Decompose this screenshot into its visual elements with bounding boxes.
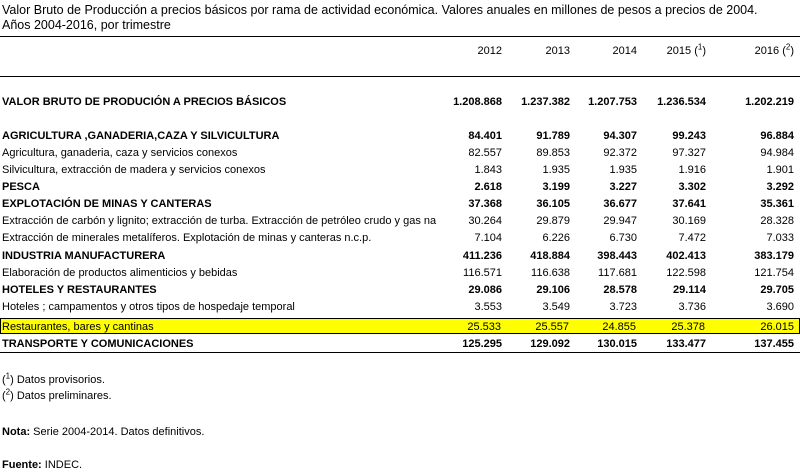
row-value: 29.086	[468, 284, 502, 296]
row-label: HOTELES Y RESTAURANTES	[2, 284, 157, 296]
row-value: 3.227	[609, 181, 637, 193]
title-line-2: Años 2004-2016, por trimestre	[2, 18, 171, 32]
table-row	[0, 179, 800, 195]
row-value: 3.302	[678, 181, 706, 193]
row-label: Elaboración de productos alimenticios y bebidas	[2, 267, 238, 279]
row-value: 36.105	[536, 198, 570, 210]
row-value: 37.368	[468, 198, 502, 210]
source-text: Fuente: INDEC.	[2, 459, 83, 471]
row-value: 35.361	[760, 198, 794, 210]
table-title	[2, 3, 798, 33]
row-value: 6.226	[542, 232, 570, 244]
header-rule	[0, 76, 800, 77]
table-row	[0, 145, 800, 161]
table-row	[0, 299, 800, 315]
row-label: AGRICULTURA ,GANADERIA,CAZA Y SILVICULTURA	[2, 130, 280, 142]
table-row	[0, 265, 800, 281]
row-value: 28.578	[603, 284, 637, 296]
header-row	[0, 42, 800, 63]
header-2015: 2015 ($^1$)	[666, 42, 706, 57]
row-value: 29.114	[672, 284, 706, 296]
row-value: 37.641	[672, 198, 706, 210]
row-value: 1.935	[609, 164, 637, 176]
row-value: 1.208.868	[453, 96, 502, 108]
row-label: VALOR BRUTO DE PRODUCIÓN A PRECIOS BÁSICOS	[2, 96, 287, 108]
row-value: 96.884	[760, 130, 794, 142]
table-row	[0, 248, 800, 264]
row-value: 30.264	[468, 215, 502, 227]
row-value: 1.916	[678, 164, 706, 176]
table-row	[0, 230, 800, 246]
row-value: 94.307	[603, 130, 637, 142]
row-value: 1.207.753	[588, 96, 637, 108]
title-line-1: Valor Bruto de Producción a precios básicos por rama de actividad económica. Valores anuales en millones de pesos a precios de 2004.	[2, 3, 758, 17]
row-value: 7.472	[678, 232, 706, 244]
row-value: 29.705	[760, 284, 794, 296]
row-value: 3.199	[542, 181, 570, 193]
row-value: 36.677	[603, 198, 637, 210]
table-row	[0, 336, 800, 352]
row-value: 25.557	[535, 321, 569, 333]
row-value: 121.754	[754, 267, 794, 279]
header-2012: 2012	[477, 45, 502, 57]
row-value: 398.443	[597, 250, 637, 262]
row-label: Restaurantes, bares y cantinas	[2, 321, 154, 333]
row-value: 116.638	[531, 267, 570, 279]
bottom-rule	[0, 352, 800, 353]
row-label: Silvicultura, extracción de madera y servicios conexos	[2, 164, 266, 176]
row-value: 29.106	[536, 284, 570, 296]
row-value: 29.879	[536, 215, 570, 227]
table-row	[0, 128, 800, 144]
row-value: 1.236.534	[657, 96, 706, 108]
row-label: TRANSPORTE Y COMUNICACIONES	[2, 338, 194, 350]
row-value: 1.202.219	[745, 96, 794, 108]
row-value: 418.884	[530, 250, 570, 262]
header-2013: 2013	[545, 45, 570, 57]
row-value: 30.169	[672, 215, 706, 227]
row-value: 383.179	[754, 250, 794, 262]
row-value: 3.723	[609, 301, 637, 313]
table-row	[0, 213, 800, 229]
table-row-highlighted	[0, 318, 800, 334]
row-value: 84.401	[468, 130, 502, 142]
row-value: 116.571	[463, 267, 502, 279]
row-value: 89.853	[536, 147, 570, 159]
row-value: 2.618	[474, 181, 502, 193]
row-value: 1.901	[766, 164, 794, 176]
row-value: 28.328	[760, 215, 794, 227]
row-label: INDUSTRIA MANUFACTURERA	[2, 250, 166, 262]
row-value: 97.327	[672, 147, 706, 159]
row-value: 3.549	[542, 301, 570, 313]
row-label: Agricultura, ganaderia, caza y servicios conexos	[2, 147, 238, 159]
row-value: 137.455	[754, 338, 794, 350]
row-label: Extracción de carbón y lignito; extracción de turba. Extracción de petróleo crudo y gas na	[2, 215, 437, 227]
table-row	[0, 196, 800, 212]
row-value: 25.533	[467, 321, 501, 333]
table-row	[0, 162, 800, 178]
row-value: 129.092	[530, 338, 570, 350]
row-value: 82.557	[468, 147, 502, 159]
row-label: PESCA	[2, 181, 40, 193]
row-label: EXPLOTACIÓN DE MINAS Y CANTERAS	[2, 198, 212, 210]
row-value: 3.736	[678, 301, 706, 313]
row-value: 92.372	[603, 147, 637, 159]
row-label: Hoteles ; campamentos y otros tipos de hospedaje temporal	[2, 301, 295, 313]
row-value: 1.843	[474, 164, 502, 176]
row-value: 24.855	[602, 321, 636, 333]
table-row	[0, 94, 800, 110]
row-value: 133.477	[666, 338, 706, 350]
note-text: Nota: Serie 2004-2014. Datos definitivos.	[2, 426, 205, 438]
row-value: 25.378	[671, 321, 705, 333]
row-value: 402.413	[666, 250, 706, 262]
row-value: 91.789	[536, 130, 570, 142]
table-row	[0, 282, 800, 298]
row-value: 29.947	[603, 215, 637, 227]
row-value: 125.295	[462, 338, 502, 350]
header-2016: 2016 ($^2$)	[754, 42, 794, 57]
top-rule	[0, 36, 800, 37]
row-value: 117.681	[598, 267, 637, 279]
footnote-1: ($^1$) Datos provisorios.	[2, 371, 105, 386]
row-value: 99.243	[672, 130, 706, 142]
row-value: 3.690	[766, 301, 794, 313]
header-2014: 2014	[612, 45, 637, 57]
row-value: 3.292	[766, 181, 794, 193]
row-value: 26.015	[760, 321, 794, 333]
footnote-2: ($^2$) Datos preliminares.	[2, 387, 112, 402]
row-label: Extracción de minerales metalíferos. Explotación de minas y canteras n.c.p.	[2, 232, 372, 244]
row-value: 3.553	[474, 301, 502, 313]
row-value: 130.015	[597, 338, 637, 350]
row-value: 7.033	[766, 232, 794, 244]
row-value: 411.236	[462, 250, 502, 262]
row-value: 6.730	[609, 232, 637, 244]
row-value: 122.598	[666, 267, 706, 279]
row-value: 1.935	[542, 164, 570, 176]
row-value: 94.984	[760, 147, 794, 159]
row-value: 7.104	[474, 232, 502, 244]
row-value: 1.237.382	[521, 96, 570, 108]
